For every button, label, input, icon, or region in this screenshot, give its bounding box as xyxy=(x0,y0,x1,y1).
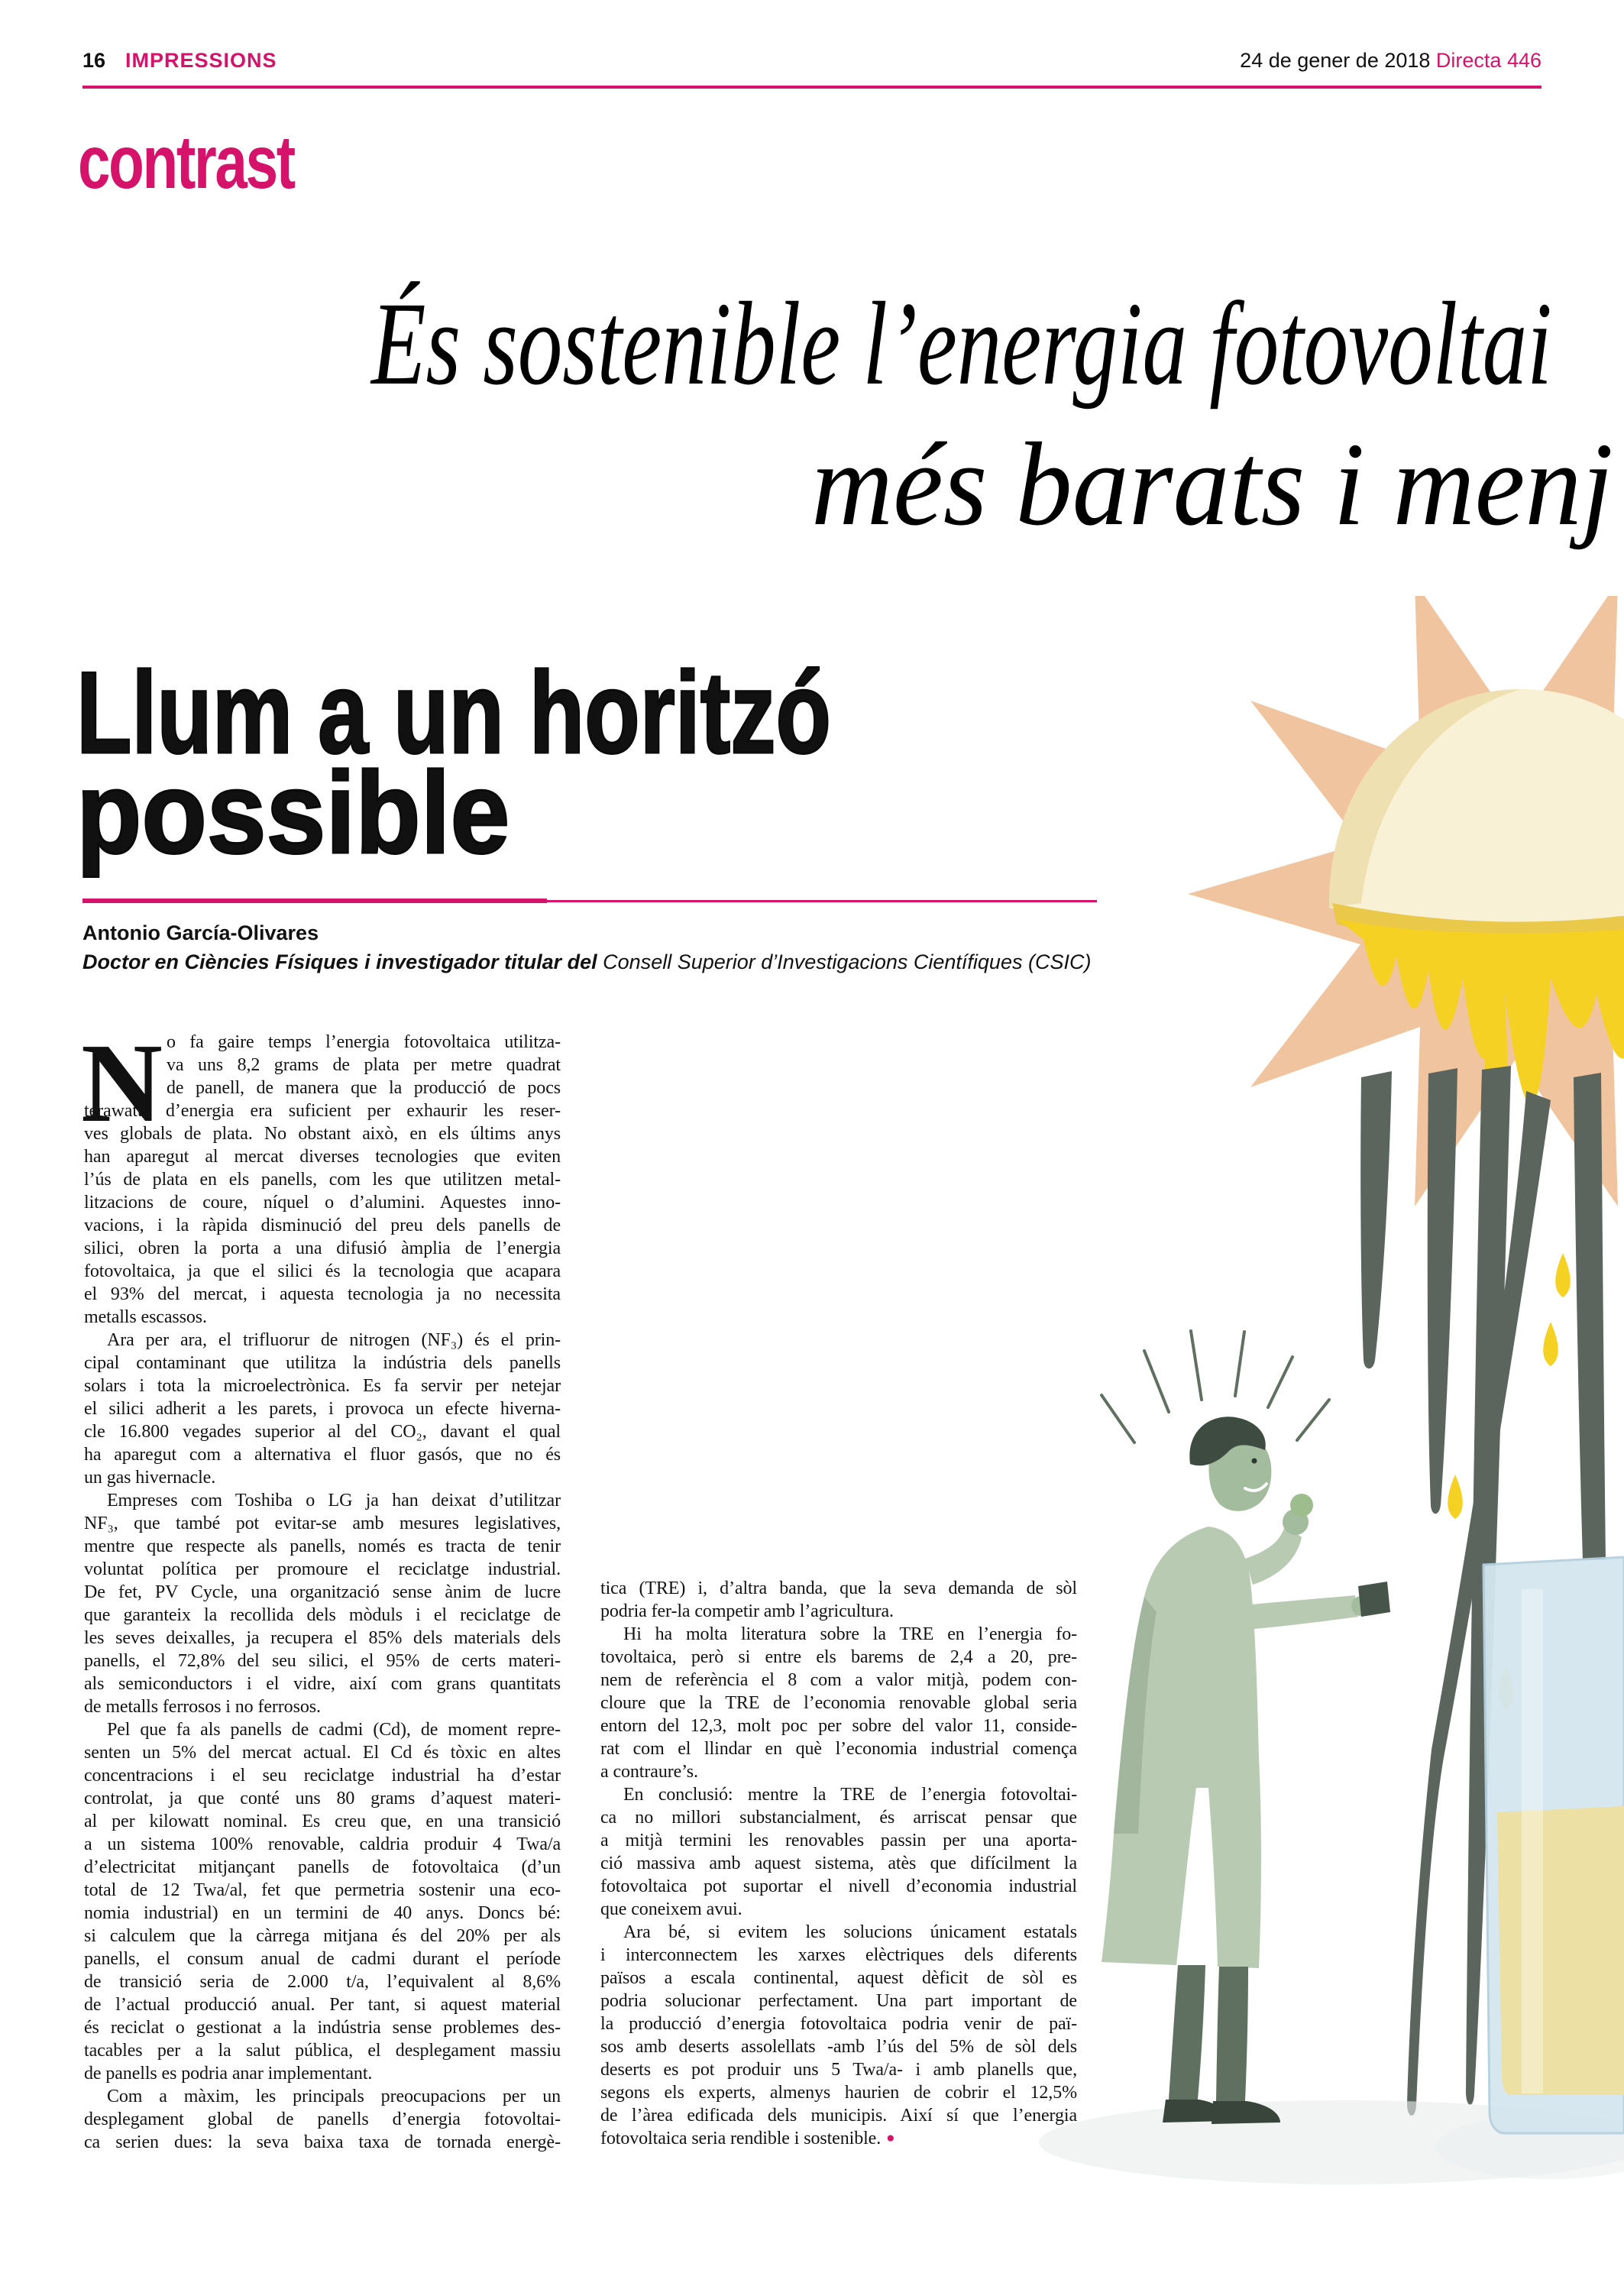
body-text-line: països a escala continental, aquest dèficit de sòl es xyxy=(600,1968,1077,1988)
body-text-line: Ara bé, si evitem les solucions únicament estatals xyxy=(623,1922,1077,1942)
body-text-line: entorn del 12,3, molt poc per sobre del valor 11, conside- xyxy=(600,1716,1077,1736)
article-title-line-1: Llum a un horitzó xyxy=(76,648,831,778)
body-text-line: voluntat política per promoure el reciclatge industrial. xyxy=(84,1559,561,1579)
body-text-line: que garanteix la recollida dels mòduls i el reciclatge de xyxy=(84,1605,561,1625)
glass-highlight xyxy=(1522,1589,1543,2093)
body-text-line: és reciclat o gestionat a la indústria sense problemes des- xyxy=(84,2018,561,2038)
author-name: Antonio García-Olivares xyxy=(82,921,319,944)
issue-number: Directa 446 xyxy=(1435,49,1542,72)
body-text-line: nomia industrial) en un termini de 40 anys. Doncs bé: xyxy=(84,1903,561,1923)
body-text-line: tica (TRE) i, d’altra banda, que la seva demanda de sòl xyxy=(600,1579,1077,1598)
body-text-line: Hi ha molta literatura sobre la TRE en l’energia fo- xyxy=(623,1624,1077,1644)
body-text-line: les seves deixalles, ja recupera el 85% dels materials dels xyxy=(84,1628,561,1648)
issue-date: 24 de gener de 2018 xyxy=(1240,49,1431,72)
kicker: contrast xyxy=(78,120,294,204)
body-text-line: Empreses com Toshiba o LG ja han deixat d’utilitzar xyxy=(107,1491,561,1511)
body-text-line: Com a màxim, les principals preocupacions per un xyxy=(107,2087,561,2106)
glass-juice xyxy=(1497,1806,1624,2095)
juicer-leg-short-1 xyxy=(1360,1071,1392,1368)
byline-rule-thin xyxy=(547,900,1097,902)
body-text-line: ca no millori substancialment, és arriscat pensar que xyxy=(600,1808,1077,1828)
body-text-line: Ara per ara, el trifluorur de nitrogen (NF₃) és el prin- xyxy=(107,1330,561,1350)
header-rule xyxy=(82,86,1542,89)
body-text-line: el 93% del mercat, i aquesta tecnologia ja no necessita xyxy=(84,1284,561,1304)
body-text-line: podria fer-la competir amb l’agricultura. xyxy=(600,1601,894,1621)
body-text-line: als semiconductors i el vidre, així com grans quantitats xyxy=(84,1674,561,1694)
body-text-line: ció massiva amb aquest sistema, atès que difícilment la xyxy=(600,1854,1077,1873)
lemon-in-hand xyxy=(1290,1494,1313,1517)
body-text-line: segons els experts, almenys haurien de cobrir el 12,5% xyxy=(600,2083,1077,2103)
body-text-line: de panell, de manera que la producció de pocs xyxy=(167,1078,561,1098)
drop-cap: N xyxy=(81,1021,163,1146)
figure-eye xyxy=(1252,1459,1257,1464)
body-text-line: va uns 8,2 grams de plata per metre quadrat xyxy=(167,1055,561,1075)
body-text-line: deserts es pot produir uns 5 Twa/a- i amb planells que, xyxy=(600,2060,1077,2080)
juicer-leg-right xyxy=(1574,1073,1606,1560)
body-text-line: la producció d’energia fotovoltaica podria venir de paï- xyxy=(600,2014,1077,2034)
body-text-line: total de 12 Twa/al, fet que permetria sostenir una eco- xyxy=(84,1880,561,1900)
body-text-line: de transició seria de 2.000 t/a, l’equivalent al 8,6% xyxy=(84,1972,561,1992)
body-text-line: silici, obren la porta a una difusió àmplia de l’energia xyxy=(84,1239,561,1258)
juicer-leg-short-2 xyxy=(1428,1068,1457,1514)
article-end-dot: ● xyxy=(886,2130,895,2146)
author-credit-institution: Consell Superior d’Investigacions Científiques (CSIC) xyxy=(603,950,1092,973)
body-text-line: metalls escassos. xyxy=(84,1307,207,1327)
figure-trouser-right xyxy=(1216,1967,1248,2101)
body-text-line: sos amb deserts assolellats -amb l’ús del 5% de sòl dels xyxy=(600,2037,1077,2057)
headline-line-2: més barats i menj xyxy=(811,418,1613,550)
body-text-line: rat com el llindar en què l’economia industrial comença xyxy=(600,1739,1077,1759)
body-text-line: podria solucionar perfectament. Una part important de xyxy=(600,1991,1077,2011)
body-text-line: desplegament global de panells d’energia fotovoltai- xyxy=(84,2110,561,2129)
body-text-line: han aparegut al mercat diverses tecnologies que eviten xyxy=(84,1147,561,1167)
body-text-line: En conclusió: mentre la TRE de l’energia fotovoltai- xyxy=(623,1785,1077,1805)
body-text-line: fotovoltaica seria rendible i sostenible. ● xyxy=(600,2129,895,2148)
body-text-line: controlat, ja que conté uns 80 grams d’aquest materi- xyxy=(84,1789,561,1808)
body-text-line: a contraure’s. xyxy=(600,1762,698,1782)
article-title-line-2: possible xyxy=(76,748,510,878)
juicer-illustration xyxy=(1016,596,1624,2216)
body-text-line: de l’àrea edificada dels municipis. Així sí que l’energia xyxy=(600,2106,1077,2126)
figure-arm-extended xyxy=(1251,1595,1358,1629)
body-text-line: a mitjà termini les renovables passin per una aporta- xyxy=(600,1831,1077,1850)
body-text-line: a un sistema 100% renovable, caldria produir 4 Twa/a xyxy=(84,1834,561,1854)
body-text-line: ves globals de plata. No obstant això, en els últims anys xyxy=(84,1124,561,1144)
body-text-line: al per kilowatt nominal. Es creu que, en una transició xyxy=(84,1812,561,1831)
body-text-line: ha aparegut com a alternativa el fluor gasós, que no és xyxy=(84,1445,561,1465)
body-text-line: i interconnectem les xarxes elèctriques dels diferents xyxy=(600,1945,1077,1965)
body-text-line: el silici adherit a les parets, i provoca un efecte hiverna- xyxy=(84,1399,561,1419)
body-text-line: fotovoltaica, ja que el silici és la tecnologia que acapara xyxy=(84,1261,561,1281)
body-text-line: cloure que la TRE de l’economia renovable global seria xyxy=(600,1693,1077,1713)
body-text-line: vacions, i la ràpida disminució del preu dels panells de xyxy=(84,1216,561,1235)
body-text-line: terawatts d’energia era suficient per exhaurir les reser- xyxy=(84,1101,561,1121)
body-text-line: de l’actual producció anual. Per tant, si aquest material xyxy=(84,1995,561,2015)
author-credit-role: Doctor en Ciències Físiques i investigador titular del xyxy=(82,950,603,973)
body-text-line: de panells es podria anar implementant. xyxy=(84,2064,373,2084)
body-text-line: si calculem que la càrrega mitjana és del 20% per als xyxy=(84,1926,561,1946)
headline-line-1: És sostenible l’energia fotovoltai xyxy=(371,277,1552,410)
body-text-line: panells, el consum anual de cadmi durant el període xyxy=(84,1949,561,1969)
body-text-line: de metalls ferrosos i no ferrosos. xyxy=(84,1697,321,1717)
body-text-line: solars i tota la microelectrònica. Es fa servir per netejar xyxy=(84,1376,561,1396)
section-label: IMPRESSIONS xyxy=(125,49,277,72)
scientist-figure xyxy=(1102,1331,1390,2124)
body-text-line: que coneixem avui. xyxy=(600,1899,742,1919)
byline-rule-thick xyxy=(82,899,547,903)
body-text-line: mentre que respecte als panells, només es tracta de tenir xyxy=(84,1536,561,1556)
page-number: 16 xyxy=(82,49,106,72)
body-text-line: cle 16.800 vegades superior al del CO₂, davant el qual xyxy=(84,1422,561,1442)
juice-drop-2 xyxy=(1448,1475,1463,1519)
article-title xyxy=(76,648,1044,878)
body-text-line: ca serien dues: la seva baixa taxa de tornada energè- xyxy=(84,2132,561,2152)
body-text-line: senten un 5% del mercat actual. El Cd és tòxic en altes xyxy=(84,1743,561,1763)
body-text-line: tovoltaica, però si entre els barems de 2,4 a 20, pre- xyxy=(600,1647,1077,1667)
body-text-line: o fa gaire temps l’energia fotovoltaica utilitza- xyxy=(167,1032,561,1052)
body-text-line: nem de referència el 8 com a valor mitjà, podem con- xyxy=(600,1670,1077,1690)
body-column-1 xyxy=(84,1031,561,2161)
dateline xyxy=(1240,49,1542,73)
juice-drop-1 xyxy=(1543,1322,1558,1366)
body-text-line: un gas hivernacle. xyxy=(84,1468,216,1488)
body-text-line: fotovoltaica pot suportar el nivell d’economia industrial xyxy=(600,1876,1077,1896)
device-in-hand xyxy=(1358,1582,1390,1617)
body-column-2 xyxy=(600,1577,1077,2158)
body-text-line: l’ús de plata en els panells, com les que utilitzen metal- xyxy=(84,1170,561,1190)
body-text-line: De fet, PV Cycle, una organització sense ànim de lucre xyxy=(84,1582,561,1602)
author-credit xyxy=(82,950,1091,974)
body-text-line: Pel que fa als panells de cadmi (Cd), de moment repre- xyxy=(107,1720,561,1740)
body-text-line: cipal contaminant que utilitza la indústria dels panells xyxy=(84,1353,561,1373)
body-text-line: NF₃, que també pot evitar-se amb mesures legislatives, xyxy=(84,1514,561,1533)
body-text-line: panells, el 72,8% del seu silici, el 95% de certs materi- xyxy=(84,1651,561,1671)
body-text-line: tacables per a la salut pública, el desplegament massiu xyxy=(84,2041,561,2061)
figure-trouser-left xyxy=(1169,1965,1205,2100)
body-text-line: d’electricitat mitjançant panells de fotovoltaica (d’un xyxy=(84,1857,561,1877)
juice-drop-4 xyxy=(1555,1253,1571,1297)
body-text-line: litzacions de coure, níquel o d’alumini. Aquestes inno- xyxy=(84,1193,561,1213)
body-text-line: concentracions i el seu reciclatge industrial ha d’estar xyxy=(84,1766,561,1786)
